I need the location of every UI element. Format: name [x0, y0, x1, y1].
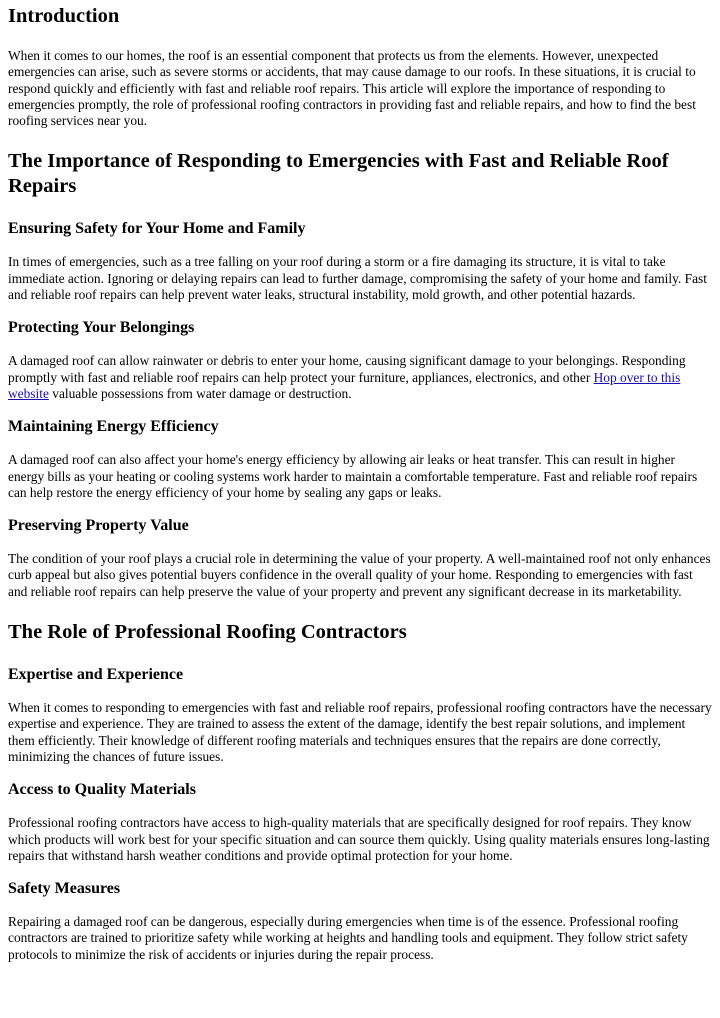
website-link[interactable]: Hop over to this website — [8, 369, 681, 401]
materials-heading: Access to Quality Materials — [8, 781, 196, 799]
belongings-text-after: valuable possessions from water damage or destruction. — [48, 385, 352, 401]
belongings-heading: Protecting Your Belongings — [8, 319, 195, 337]
role-heading: The Role of Professional Roofing Contractors — [8, 621, 407, 644]
safety-paragraph: In times of emergencies, such as a tree falling on your roof during a storm or a fire damaging its structure, it is vital to take immediate action. Ignoring or delaying repairs can lead to further damage, compromising the safety of your home and family. Fast and reliable roof repairs can help prevent water leaks, structural instability, mold growth, and other potential hazards. — [8, 254, 707, 303]
belongings-paragraph — [8, 353, 712, 402]
importance-heading: The Importance of Responding to Emergencies with Fast and Reliable Roof Repairs — [8, 150, 669, 198]
safety-heading: Ensuring Safety for Your Home and Family — [8, 220, 306, 238]
energy-heading: Maintaining Energy Efficiency — [8, 418, 219, 436]
intro-paragraph: When it comes to our homes, the roof is an essential component that protects us from the elements. However, unexpected emergencies can arise, such as severe storms or accidents, that may cause damage to our roofs. In these situations, it is crucial to respond quickly and efficiently with fast and reliable roof repairs. This article will explore the importance of responding to emergencies promptly, the role of professional roofing contractors in providing fast and reliable repairs, and how to find the best roofing services near you. — [8, 48, 696, 129]
materials-paragraph: Professional roofing contractors have access to high-quality materials that are specifically designed for roof repairs. They know which products will work best for your specific situation and can source them quickly. Using quality materials ensures long-lasting repairs that withstand harsh weather conditions and provide optimal protection for your home. — [8, 815, 710, 863]
value-paragraph: The condition of your roof plays a crucial role in determining the value of your property. A well-maintained roof not only enhances curb appeal but also gives potential buyers confidence in the overall quality of your home. Responding to emergencies with fast and reliable roof repairs can help preserve the value of your property and prevent any significant decrease in its marketability. — [8, 551, 711, 599]
safety-measures-paragraph: Repairing a damaged roof can be dangerous, especially during emergencies when time is of the essence. Professional roofing contractors are trained to prioritize safety while working at heights and handling tools and equipment. They follow strict safety protocols to minimize the risk of accidents or injuries during the repair process. — [8, 914, 688, 962]
intro-heading: Introduction — [8, 5, 120, 27]
energy-paragraph: A damaged roof can also affect your home's energy efficiency by allowing air leaks or heat transfer. This can result in higher energy bills as your heating or cooling systems work harder to maintain a comfortable temperature. Fast and reliable roof repairs can help restore the energy efficiency of your home by sealing any gaps or leaks. — [8, 452, 698, 500]
expertise-paragraph: When it comes to responding to emergencies with fast and reliable roof repairs, professional roofing contractors have the necessary expertise and experience. They are trained to assess the extent of the damage, identify the best repair solutions, and implement them efficiently. Their knowledge of different roofing materials and techniques ensures that the repairs are done correctly, minimizing the chances of future issues. — [8, 700, 712, 764]
expertise-heading: Expertise and Experience — [8, 666, 184, 684]
belongings-text-before: A damaged roof can allow rainwater or debris to enter your home, causing significant damage to your belongings. Responding promptly with fast and reliable roof repairs can help protect your furniture, appliances, electronics, and other — [8, 353, 686, 385]
safety-measures-heading: Safety Measures — [8, 880, 121, 898]
value-heading: Preserving Property Value — [8, 517, 189, 535]
